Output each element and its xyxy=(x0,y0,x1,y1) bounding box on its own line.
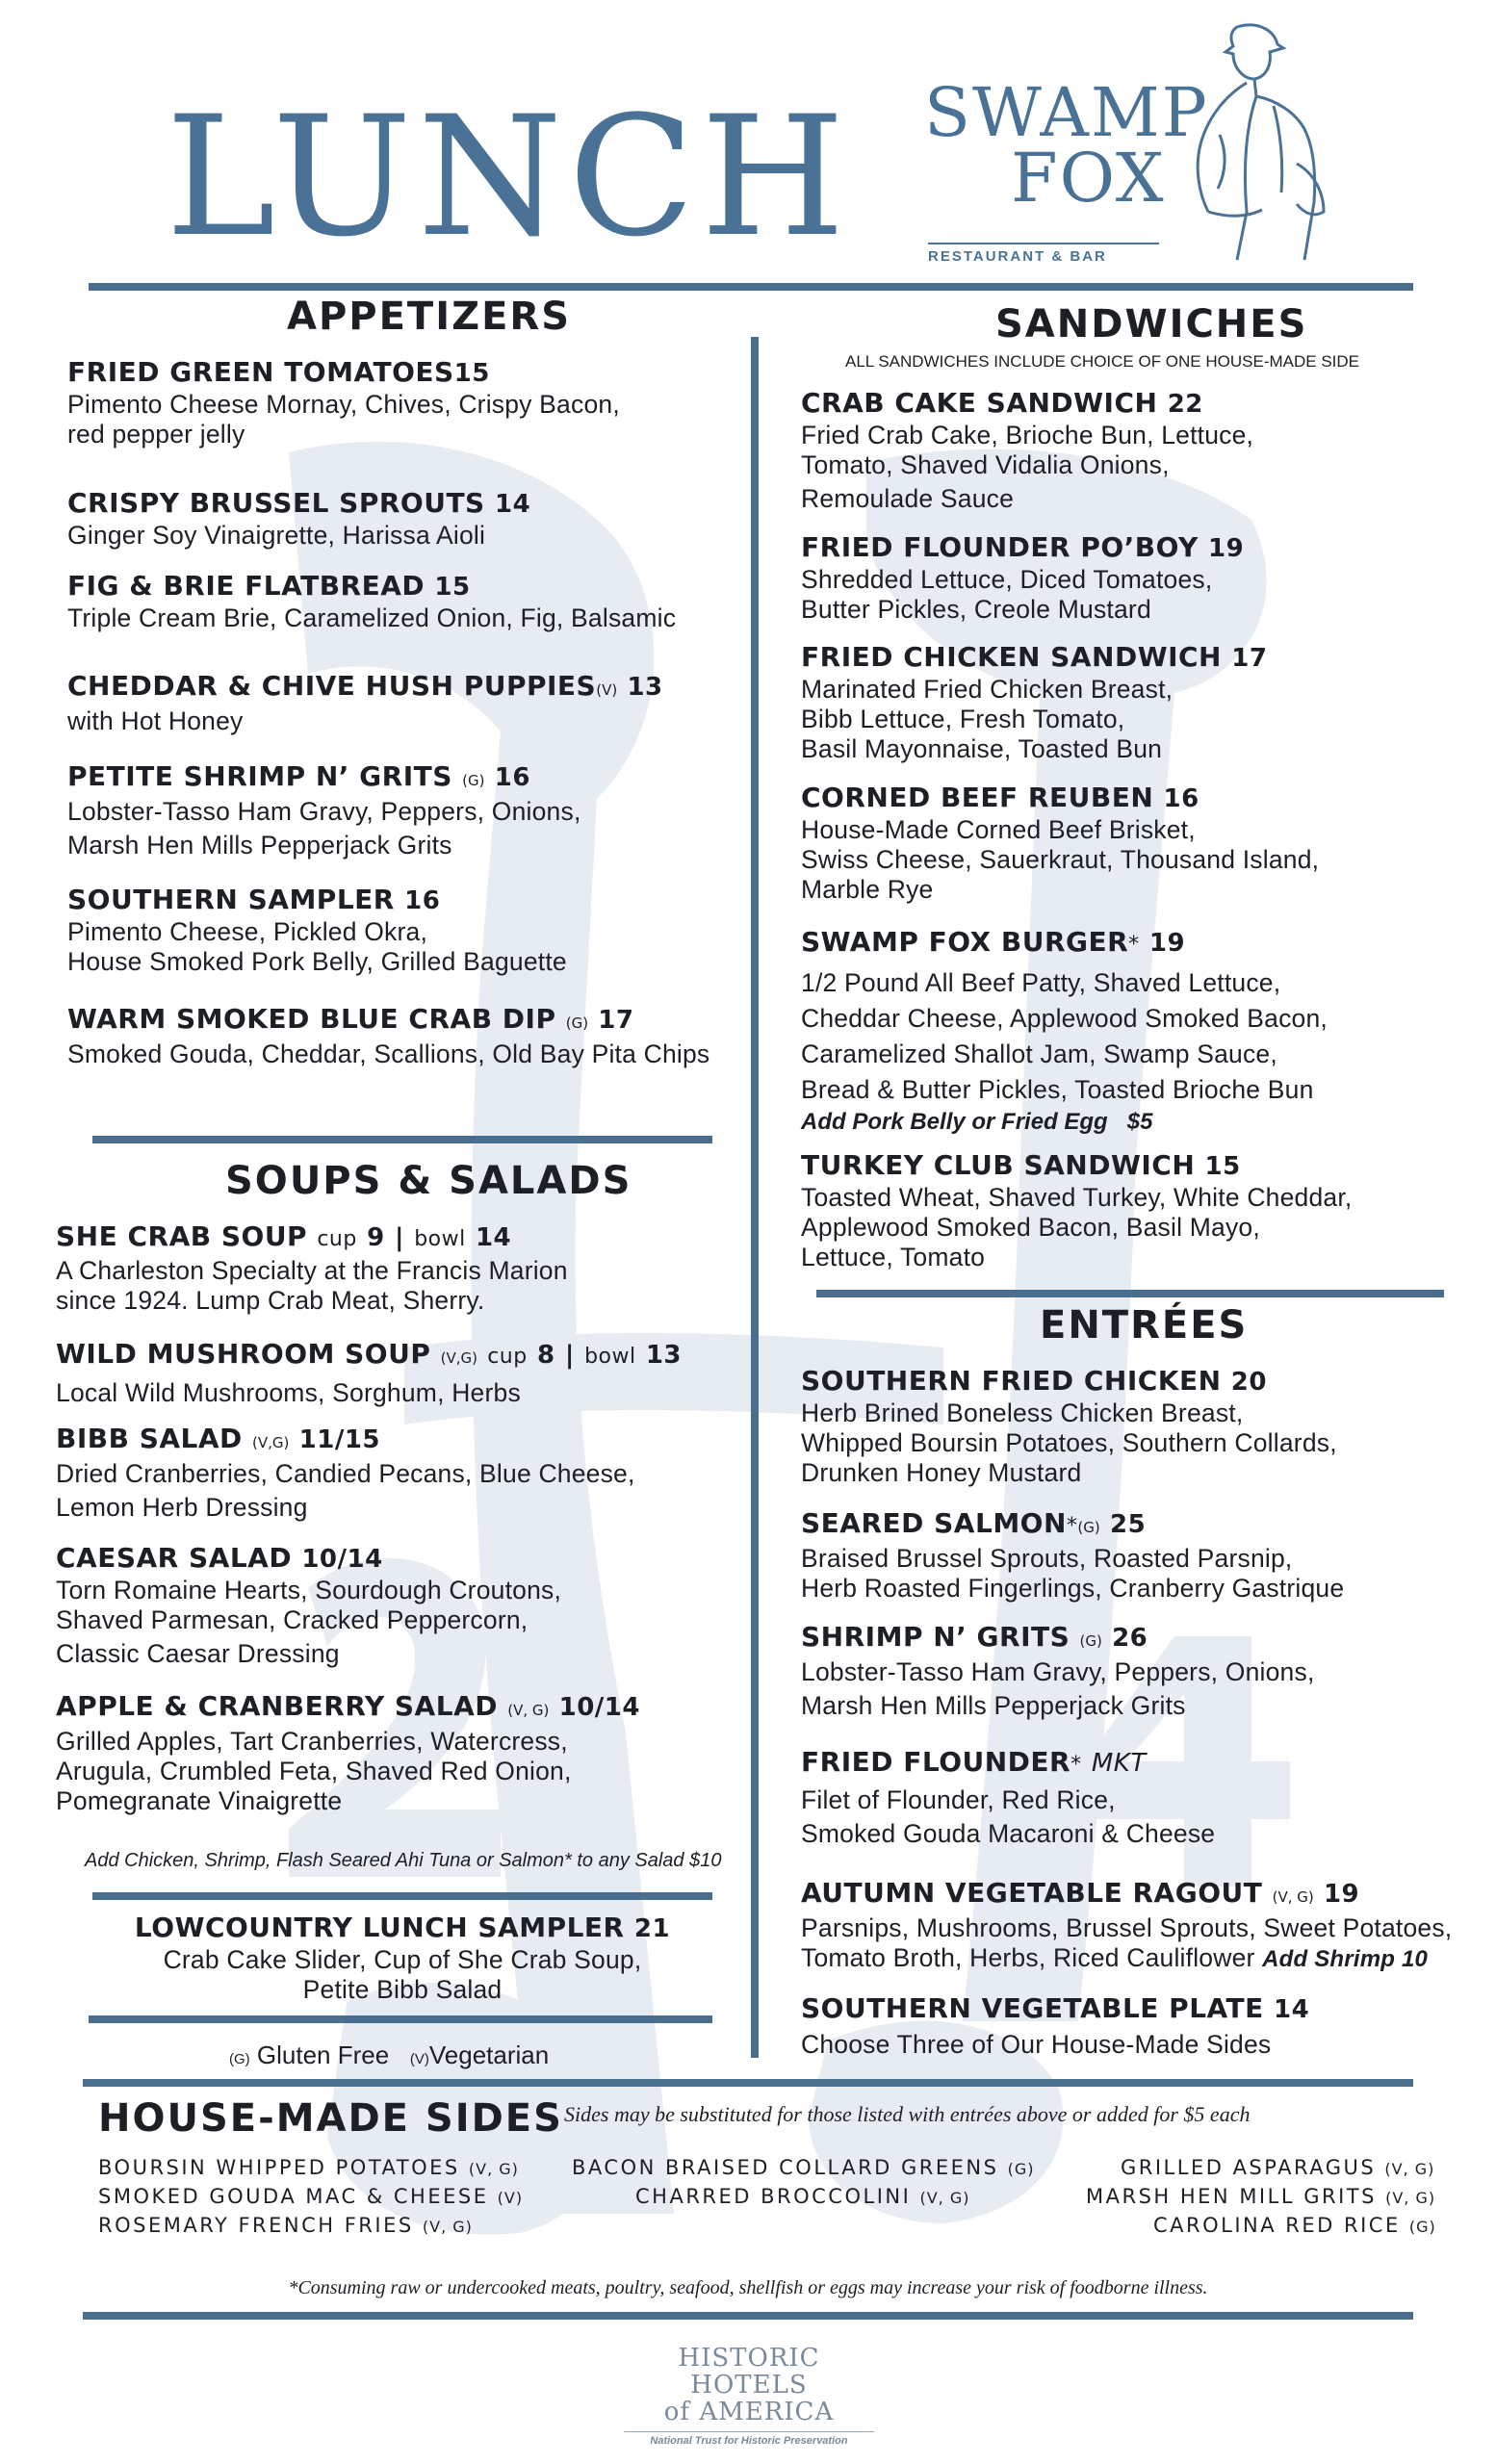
salad-addon-note: Add Chicken, Shrimp, Flash Seared Ahi Tuna or Salmon* to any Salad $10 xyxy=(85,1850,722,1871)
item-name: SHRIMP N’ GRITS xyxy=(801,1621,1070,1653)
item-name: FIG & BRIE FLATBREAD xyxy=(67,570,426,602)
item-price: 16 xyxy=(404,886,441,915)
item-description: Herb Roasted Fingerlings, Cranberry Gastrique xyxy=(801,1574,1345,1603)
item-diet-tag: (G) xyxy=(1079,1632,1102,1650)
item-name: FRIED FLOUNDER PO’BOY xyxy=(801,531,1199,563)
item-price: 17 xyxy=(598,1006,634,1035)
item-diet-tag: (V,G) xyxy=(440,1349,477,1367)
item-description: Drunken Honey Mustard xyxy=(801,1458,1082,1487)
item-description: Lobster-Tasso Ham Gravy, Peppers, Onions, xyxy=(67,797,581,826)
item-name: WILD MUSHROOM SOUP xyxy=(56,1338,431,1370)
side-name: BOURSIN WHIPPED POTATOES xyxy=(98,2156,460,2179)
menu-item xyxy=(67,570,676,633)
item-description: Lettuce, Tomato xyxy=(801,1243,986,1271)
menu-item xyxy=(801,1621,1315,1721)
item-description: Bibb Lettuce, Fresh Tomato, xyxy=(801,705,1125,733)
menu-item xyxy=(56,1690,640,1816)
item-description: Choose Three of Our House-Made Sides xyxy=(801,2030,1272,2059)
item-addon: Add Shrimp 10 xyxy=(1262,1946,1429,1972)
menu-item xyxy=(801,1746,1215,1849)
side-item xyxy=(1086,2185,1435,2208)
item-name: SEARED SALMON xyxy=(801,1507,1067,1539)
menu-item xyxy=(67,356,620,449)
item-name: LOWCOUNTRY LUNCH SAMPLER xyxy=(134,1912,625,1943)
section-title-soups: SOUPS & SALADS xyxy=(225,1159,632,1203)
menu-item xyxy=(67,1003,709,1069)
menu-item xyxy=(801,1149,1352,1272)
item-description: Marble Rye xyxy=(801,875,934,904)
sandwiches-divider xyxy=(816,1290,1444,1297)
logo-text-fox: FOX xyxy=(1011,139,1166,218)
item-price: 13 xyxy=(645,1341,683,1370)
section-title-sides: HOUSE-MADE SIDES xyxy=(98,2096,563,2141)
side-name: MARSH HEN MILL GRITS xyxy=(1086,2185,1377,2208)
sides-note: Sides may be substituted for those listed with entrées above or added for $5 each xyxy=(564,2102,1251,2126)
menu-item xyxy=(67,884,567,977)
item-description: Marsh Hen Mills Pepperjack Grits xyxy=(801,1691,1186,1720)
item-name: SOUTHERN VEGETABLE PLATE xyxy=(801,1992,1264,2024)
item-separator: | xyxy=(394,1223,404,1252)
item-name: SHE CRAB SOUP xyxy=(56,1220,308,1252)
item-description: since 1924. Lump Crab Meat, Sherry. xyxy=(56,1286,485,1315)
logo-subtitle: RESTAURANT & BAR xyxy=(928,243,1159,265)
item-name: FRIED CHICKEN SANDWICH xyxy=(801,641,1222,673)
menu-item xyxy=(56,1220,568,1316)
side-diet-tag: (V, G) xyxy=(919,2189,970,2207)
item-description: Classic Caesar Dressing xyxy=(56,1639,340,1668)
item-description: Grilled Apples, Tart Cranberries, Watercress, xyxy=(56,1727,568,1756)
menu-item xyxy=(801,641,1267,764)
side-item xyxy=(1121,2156,1434,2179)
side-diet-tag: (V, G) xyxy=(1384,2160,1435,2178)
menu-item xyxy=(801,1507,1344,1604)
side-diet-tag: (V, G) xyxy=(468,2160,519,2178)
side-diet-tag: (G) xyxy=(1007,2160,1035,2178)
item-price: 22 xyxy=(1167,390,1203,419)
sandwiches-note: ALL SANDWICHES INCLUDE CHOICE OF ONE HOUSE-MADE SIDE xyxy=(845,352,1360,371)
item-name: CAESAR SALAD xyxy=(56,1542,293,1574)
item-diet-tag: (V) xyxy=(596,681,618,699)
side-name: GRILLED ASPARAGUS xyxy=(1121,2156,1377,2179)
item-price: 17 xyxy=(1231,644,1268,673)
item-star: * xyxy=(1070,1753,1082,1777)
item-diet-tag: (G) xyxy=(565,1014,589,1032)
item-price: 10/14 xyxy=(558,1693,640,1722)
side-name: BACON BRAISED COLLARD GREENS xyxy=(572,2156,999,2179)
item-name: WARM SMOKED BLUE CRAB DIP xyxy=(67,1003,556,1035)
item-description: Remoulade Sauce xyxy=(801,484,1015,513)
item-description: with Hot Honey xyxy=(67,706,244,735)
item-description: Toasted Wheat, Shaved Turkey, White Cheddar, xyxy=(801,1183,1353,1212)
item-price: 15 xyxy=(1204,1152,1241,1181)
item-name: FRIED FLOUNDER xyxy=(801,1746,1071,1778)
side-item xyxy=(635,2185,969,2208)
diet-legend xyxy=(229,2040,549,2070)
column-divider xyxy=(751,337,759,2058)
item-description: Herb Brined Boneless Chicken Breast, xyxy=(801,1399,1244,1427)
menu-item xyxy=(801,926,1328,1137)
footer-logo-line3: National Trust for Historic Preservation xyxy=(624,2431,874,2447)
item-description: Tomato Broth, Herbs, Riced Cauliflower xyxy=(801,1943,1255,1972)
sampler-section xyxy=(92,1912,712,2005)
item-description: Dried Cranberries, Candied Pecans, Blue Cheese, xyxy=(56,1459,635,1488)
historic-hotels-logo xyxy=(624,2345,874,2447)
item-name: CRAB CAKE SANDWICH xyxy=(801,387,1158,419)
item-description: Caramelized Shallot Jam, Swamp Sauce, xyxy=(801,1040,1277,1068)
item-description: Bread & Butter Pickles, Toasted Brioche Bun xyxy=(801,1075,1314,1104)
legend-g-tag: (G) xyxy=(229,2051,250,2067)
footer-logo-line1: HISTORIC HOTELS xyxy=(678,2344,820,2400)
item-description: Torn Romaine Hearts, Sourdough Croutons, xyxy=(56,1576,562,1604)
footer-logo-line2: of AMERICA xyxy=(663,2398,835,2426)
menu-item xyxy=(801,1992,1309,2060)
section-title-appetizers: APPETIZERS xyxy=(287,295,572,339)
item-star: * xyxy=(1128,933,1140,957)
item-description: Marsh Hen Mills Pepperjack Grits xyxy=(67,831,452,860)
item-description: Braised Brussel Sprouts, Roasted Parsnip, xyxy=(801,1544,1293,1573)
sides-top-divider xyxy=(83,2079,1413,2087)
side-diet-tag: (V, G) xyxy=(1385,2189,1436,2207)
item-description: Triple Cream Brie, Caramelized Onion, Fig, Balsamic xyxy=(67,603,677,632)
item-price: 16 xyxy=(494,763,530,792)
legend-g-label: Gluten Free xyxy=(256,2040,390,2069)
section-title-sandwiches: SANDWICHES xyxy=(995,302,1308,346)
item-description: Smoked Gouda, Cheddar, Scallions, Old Bay Pita Chips xyxy=(67,1040,710,1068)
item-description: Local Wild Mushrooms, Sorghum, Herbs xyxy=(56,1378,521,1407)
side-name: CAROLINA RED RICE xyxy=(1153,2214,1401,2237)
appetizers-divider xyxy=(92,1136,712,1143)
item-description: Shaved Parmesan, Cracked Peppercorn, xyxy=(56,1605,529,1634)
item-description: 1/2 Pound All Beef Patty, Shaved Lettuce, xyxy=(801,968,1281,997)
item-price: 13 xyxy=(627,673,663,702)
item-name: CRISPY BRUSSEL SPROUTS xyxy=(67,487,485,519)
header-divider xyxy=(89,283,1413,291)
menu-item xyxy=(67,760,581,860)
item-description: Swiss Cheese, Sauerkraut, Thousand Island, xyxy=(801,845,1320,874)
item-price: 25 xyxy=(1110,1510,1147,1539)
item-description: Smoked Gouda Macaroni & Cheese xyxy=(801,1819,1216,1848)
item-price: 19 xyxy=(1207,534,1245,563)
item-description: red pepper jelly xyxy=(67,420,245,449)
side-name: CHARRED BROCCOLINI xyxy=(635,2185,912,2208)
side-item xyxy=(98,2214,473,2237)
item-price: 15 xyxy=(453,359,490,388)
item-description: House-Made Corned Beef Brisket, xyxy=(801,815,1196,844)
foodborne-disclaimer: *Consuming raw or undercooked meats, poultry, seafood, shellfish or eggs may increase your risk of foodborne illness. xyxy=(288,2277,1208,2298)
item-description: Lobster-Tasso Ham Gravy, Peppers, Onions, xyxy=(801,1657,1315,1686)
item-name: AUTUMN VEGETABLE RAGOUT xyxy=(801,1877,1263,1909)
item-price: 14 xyxy=(1274,1995,1310,2024)
item-price: 20 xyxy=(1230,1368,1267,1397)
item-separator: | xyxy=(564,1341,575,1370)
item-description: Applewood Smoked Bacon, Basil Mayo, xyxy=(801,1213,1260,1242)
item-price: 26 xyxy=(1112,1624,1148,1653)
side-name: ROSEMARY FRENCH FRIES xyxy=(98,2214,414,2237)
item-bowl-label: bowl xyxy=(584,1345,636,1369)
item-cup-label: cup xyxy=(487,1345,528,1369)
item-bowl-label: bowl xyxy=(414,1227,466,1251)
item-addon: Add Pork Belly or Fried Egg $5 xyxy=(801,1109,1153,1135)
swamp-fox-figure-icon xyxy=(1170,19,1348,270)
item-description: Marinated Fried Chicken Breast, xyxy=(801,675,1174,704)
menu-item xyxy=(801,1877,1452,1974)
menu-item xyxy=(56,1423,635,1523)
item-name: APPLE & CRANBERRY SALAD xyxy=(56,1690,498,1722)
item-name: SWAMP FOX BURGER xyxy=(801,926,1129,958)
sampler-top-divider xyxy=(92,1892,712,1900)
sampler-bottom-divider xyxy=(89,2015,712,2023)
item-diet-tag: (G) xyxy=(462,772,485,789)
item-description: Arugula, Crumbled Feta, Shaved Red Onion, xyxy=(56,1757,572,1785)
side-diet-tag: (V, G) xyxy=(422,2218,473,2236)
item-description: Basil Mayonnaise, Toasted Bun xyxy=(801,734,1163,763)
item-cup-label: cup xyxy=(317,1227,357,1251)
item-description: Shredded Lettuce, Diced Tomatoes, xyxy=(801,565,1213,594)
item-name: PETITE SHRIMP N’ GRITS xyxy=(67,760,452,792)
item-diet-tag: (V,G) xyxy=(252,1434,290,1451)
item-description: Fried Crab Cake, Brioche Bun, Lettuce, xyxy=(801,421,1254,449)
section-title-entrees: ENTRÉES xyxy=(1040,1303,1249,1348)
legend-v-tag: (V) xyxy=(409,2051,429,2067)
item-description: Filet of Flounder, Red Rice, xyxy=(801,1785,1116,1814)
menu-item xyxy=(801,531,1244,625)
menu-item xyxy=(67,487,530,551)
item-description: Petite Bibb Salad xyxy=(302,1975,503,2004)
menu-item xyxy=(801,782,1319,905)
menu-item xyxy=(56,1338,682,1408)
side-name: SMOKED GOUDA MAC & CHEESE xyxy=(98,2185,489,2208)
item-description: Whipped Boursin Potatoes, Southern Collards, xyxy=(801,1428,1337,1457)
item-diet-tag: (V, G) xyxy=(1272,1888,1314,1906)
menu-item xyxy=(56,1542,561,1669)
item-price: 8 xyxy=(536,1341,555,1370)
side-item xyxy=(98,2185,523,2208)
item-name: CORNED BEEF REUBEN xyxy=(801,782,1154,813)
sides-bottom-divider xyxy=(83,2312,1413,2320)
side-item xyxy=(572,2156,1035,2179)
item-name: SOUTHERN FRIED CHICKEN xyxy=(801,1365,1222,1397)
item-description: Lemon Herb Dressing xyxy=(56,1493,308,1522)
menu-item xyxy=(67,670,663,736)
logo-text-swamp: SWAMP xyxy=(924,73,1209,152)
item-name: BIBB SALAD xyxy=(56,1423,243,1454)
item-diet-tag: (G) xyxy=(1077,1519,1100,1536)
item-description: Ginger Soy Vinaigrette, Harissa Aioli xyxy=(67,521,486,550)
item-description: House Smoked Pork Belly, Grilled Baguette xyxy=(67,947,567,976)
item-star: * xyxy=(1066,1514,1078,1538)
item-name: CHEDDAR & CHIVE HUSH PUPPIES xyxy=(67,670,597,702)
item-description: Parsnips, Mushrooms, Brussel Sprouts, Sweet Potatoes, xyxy=(801,1913,1453,1942)
item-description: A Charleston Specialty at the Francis Marion xyxy=(56,1256,568,1285)
item-price: 11/15 xyxy=(298,1425,380,1454)
item-diet-tag: (V, G) xyxy=(507,1702,550,1719)
item-description: Pimento Cheese, Pickled Okra, xyxy=(67,917,428,946)
item-description: Crab Cake Slider, Cup of She Crab Soup, xyxy=(163,1945,642,1974)
item-name: FRIED GREEN TOMATOES xyxy=(67,356,454,388)
side-diet-tag: (G) xyxy=(1408,2218,1436,2236)
item-price: 19 xyxy=(1323,1880,1360,1909)
menu-item xyxy=(801,1365,1337,1488)
page-title: LUNCH xyxy=(166,80,851,273)
item-description: Tomato, Shaved Vidalia Onions, xyxy=(801,450,1170,479)
item-description: Pomegranate Vinaigrette xyxy=(56,1786,343,1815)
item-price: 9 xyxy=(367,1223,385,1252)
item-price: 16 xyxy=(1163,784,1199,813)
item-description: Pimento Cheese Mornay, Chives, Crispy Bacon, xyxy=(67,390,620,419)
item-name: SOUTHERN SAMPLER xyxy=(67,884,395,915)
item-description: Cheddar Cheese, Applewood Smoked Bacon, xyxy=(801,1004,1328,1033)
legend-v-label: Vegetarian xyxy=(428,2040,550,2069)
item-price: 21 xyxy=(633,1914,671,1943)
item-price: 14 xyxy=(494,490,531,519)
side-item xyxy=(98,2156,519,2179)
side-item xyxy=(1153,2214,1436,2237)
item-price: 15 xyxy=(434,573,471,602)
item-price: 19 xyxy=(1148,929,1186,958)
item-price: 14 xyxy=(475,1223,512,1252)
item-price: 10/14 xyxy=(301,1545,383,1574)
menu-item xyxy=(801,387,1253,514)
item-name: TURKEY CLUB SANDWICH xyxy=(801,1149,1196,1181)
item-price: MKT xyxy=(1091,1749,1147,1778)
swamp-fox-logo xyxy=(924,19,1348,270)
side-diet-tag: (V) xyxy=(497,2189,524,2207)
item-description: Butter Pickles, Creole Mustard xyxy=(801,595,1151,624)
